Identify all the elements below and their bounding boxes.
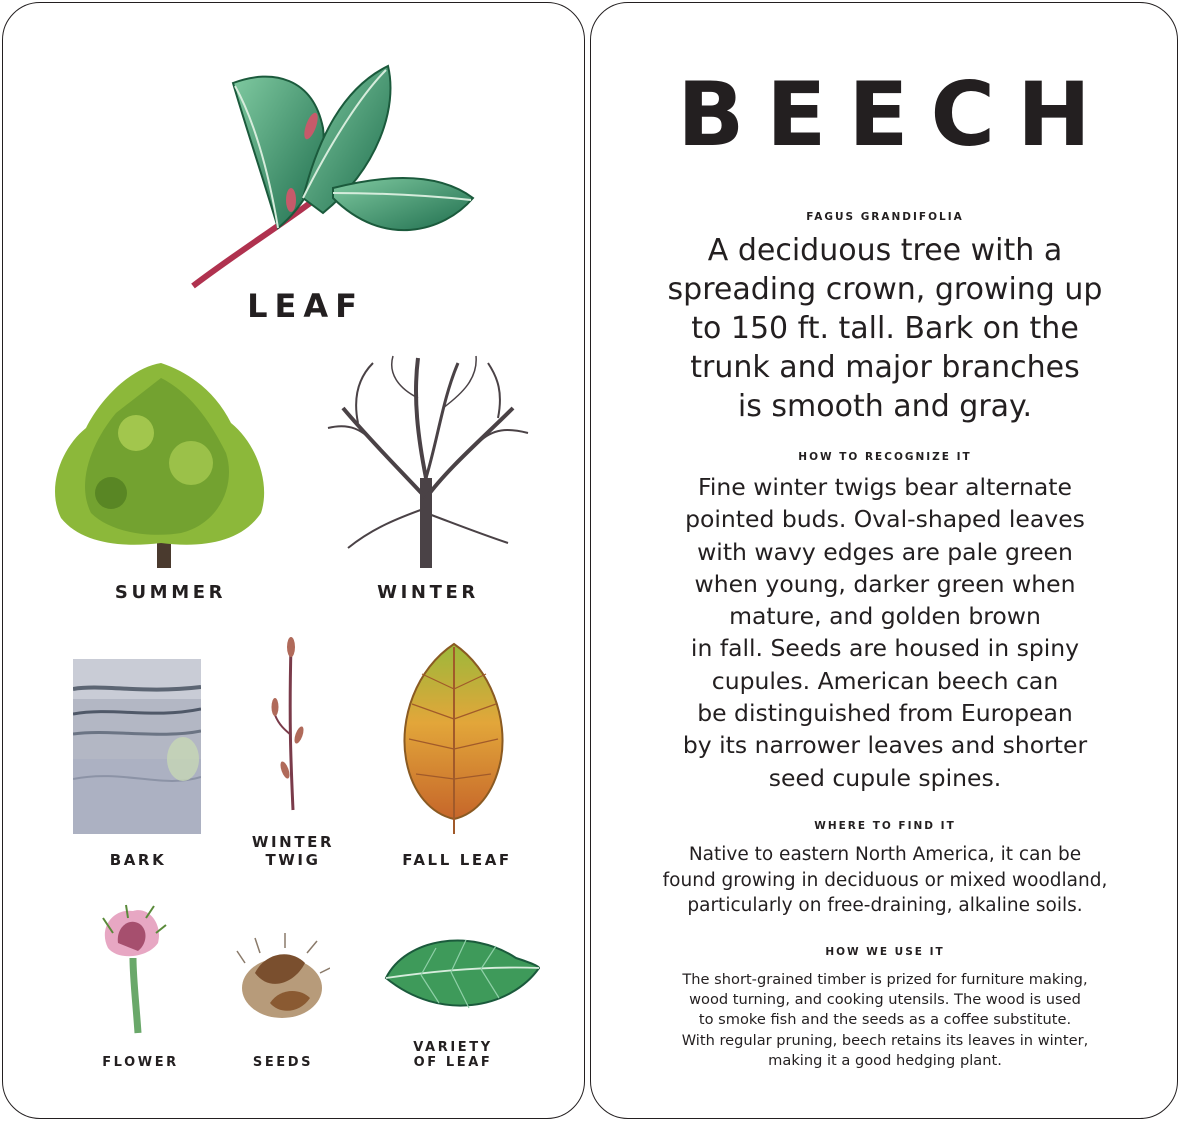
summer-tree-illustration [41,353,281,573]
flower-illustration [88,903,168,1038]
winter-tree-illustration [318,348,538,573]
bark-label: BARK [109,851,167,869]
info-card [590,2,1178,1119]
fall-leaf-illustration [396,639,511,839]
winter-twig-illustration [265,635,315,815]
leaf-label: LEAF [247,287,364,325]
recognize-heading: HOW TO RECOGNIZE IT [798,451,972,463]
variety-of-leaf-illustration [381,928,541,1028]
flower-label: FLOWER [102,1055,179,1070]
scientific-name: FAGUS GRANDIFOLIA [806,211,964,223]
use-text: The short-grained timber is prized for furniture making, wood turning, and cooking utensils. The wood is used to smoke fish and the seeds as a coffee substitute. With regular pruning, beech retains its leaves in winter, making it a good hedging plant. [681,971,1089,1069]
where-heading: WHERE TO FIND IT [814,820,956,832]
recognize-text: Fine winter twigs bear alternate pointed buds. Oval-shaped leaves with wavy edges are pale green when young, darker green when mature, and golden brown in fall. Seeds are housed in spiny cupules. American beech can be distinguished from European by its narrower leaves and shorter seed cupule spines. [682,473,1088,792]
tree-description: A deciduous tree with a spreading crown, growing up to 150 ft. tall. Bark on the trunk and major branches is smooth and gray. [667,233,1103,424]
fall-leaf-label: FALL LEAF [402,851,512,869]
variety-of-leaf-label: VARIETY OF LEAF [413,1040,493,1070]
winter-label: WINTER [377,582,479,603]
beech-leaf-illustration [183,48,543,293]
use-heading: HOW WE USE IT [825,946,945,958]
seeds-illustration [235,933,330,1023]
summer-label: SUMMER [114,582,227,603]
illustration-card [2,2,585,1119]
bark-illustration [73,659,201,834]
seeds-label: SEEDS [252,1055,314,1070]
tree-name-title: BEECH [677,63,1113,166]
winter-twig-label: WINTER TWIG [251,833,335,869]
where-text: Native to eastern North America, it can be found growing in deciduous or mixed woodland, particularly on free-draining, alkaline soils. [662,844,1108,916]
